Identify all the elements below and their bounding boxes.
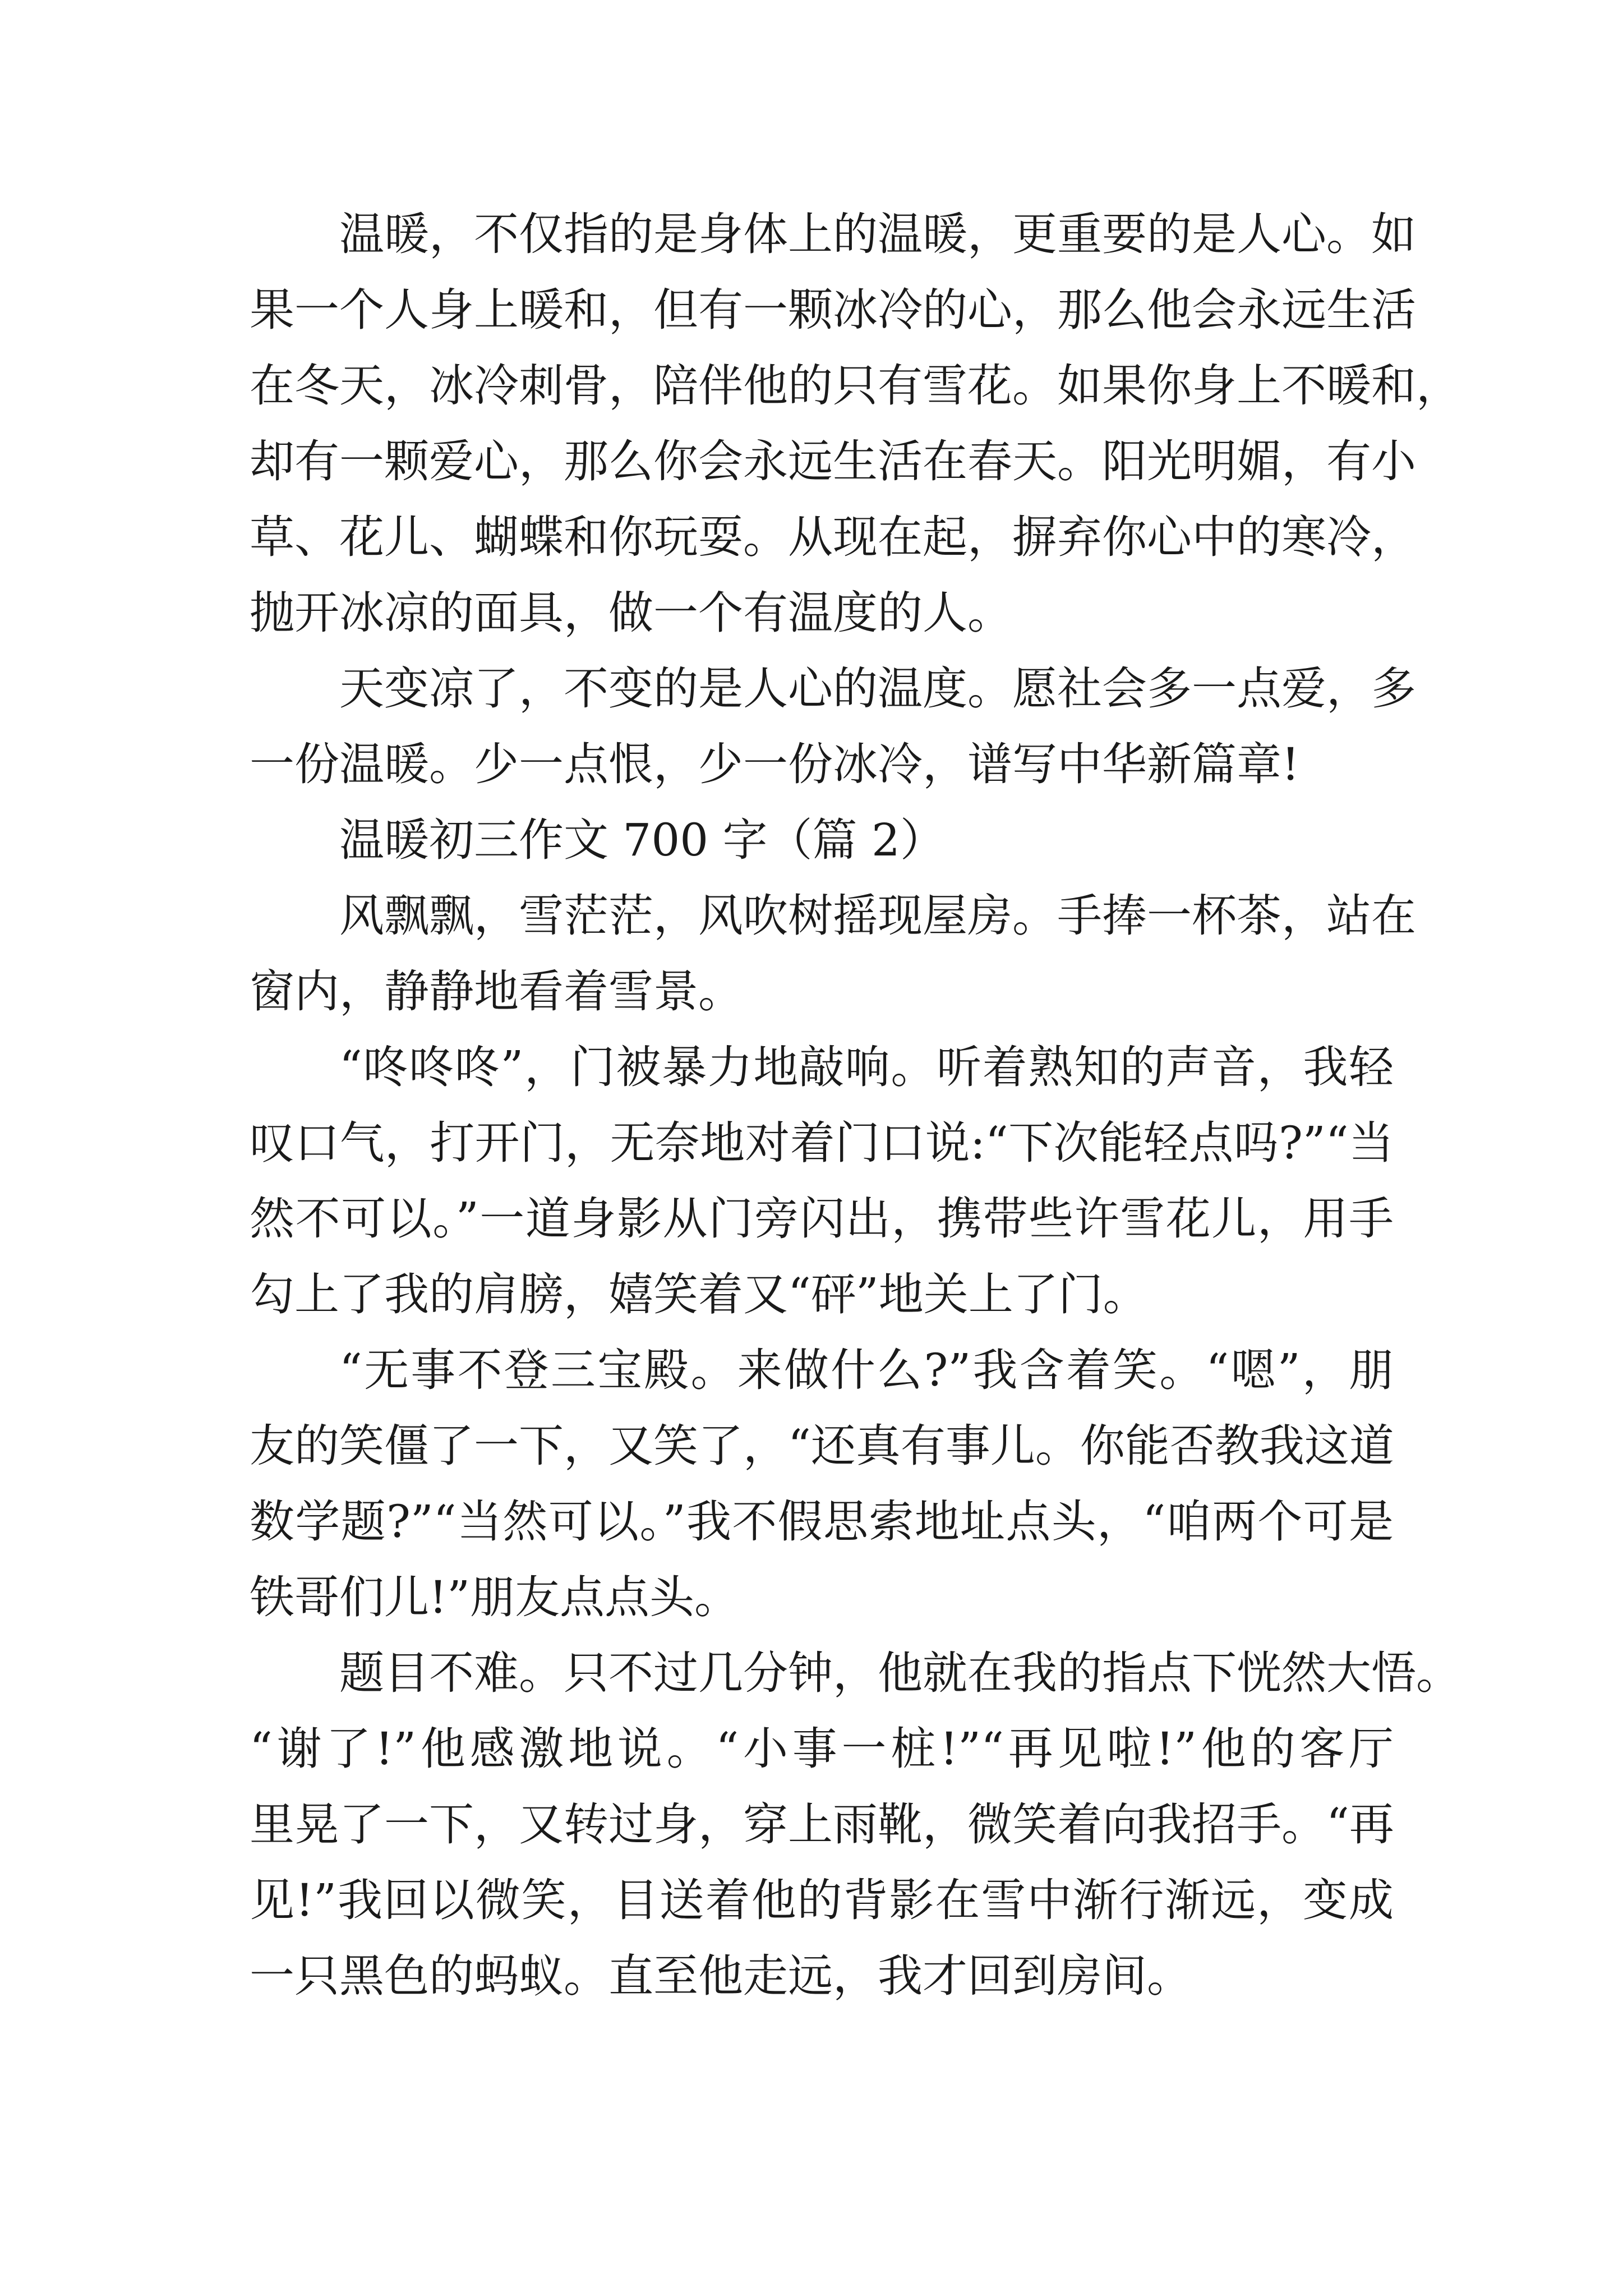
paragraph-4	[250, 1029, 1394, 1332]
text-line: 窗内，静静地看着雪景。	[250, 965, 743, 1018]
text-line: 抛开冰凉的面具，做一个有温度的人。	[250, 587, 1012, 639]
text-line: 友的笑僵了一下，又笑了，“还真有事儿。你能否教我这道	[250, 1420, 1394, 1472]
paragraph-3	[250, 878, 1416, 1029]
text-line: 里晃了一下，又转过身，穿上雨靴，微笑着向我招手。“再	[250, 1798, 1394, 1851]
heading-text: 温暖初三作文 700 字（篇 2）	[339, 814, 945, 866]
paragraph-5	[250, 1332, 1394, 1635]
text-line: “谢了!”他感激地说。“小事一桩!”“再见啦!”他的客厅	[250, 1723, 1394, 1775]
text-line: 果一个人身上暖和，但有一颗冰冷的心，那么他会永远生活	[250, 284, 1416, 336]
text-line: 一只黑色的蚂蚁。直至他走远，我才回到房间。	[250, 1950, 1192, 2002]
paragraph-6	[250, 1635, 1461, 2014]
paragraph-1	[250, 196, 1461, 651]
section-heading	[250, 802, 1394, 878]
text-line: 草、花儿、蝴蝶和你玩耍。从现在起，摒弃你心中的寒冷，	[250, 511, 1416, 563]
document-body	[250, 196, 1461, 2014]
text-line: “咚咚咚”，门被暴力地敲响。听着熟知的声音，我轻	[339, 1041, 1394, 1093]
text-line: 一份温暖。少一点恨，少一份冰冷，谱写中华新篇章!	[250, 738, 1300, 790]
text-line: 却有一颗爱心，那么你会永远生活在春天。阳光明媚，有小	[250, 435, 1416, 487]
text-line: 题目不难。只不过几分钟，他就在我的指点下恍然大悟。	[339, 1647, 1461, 1699]
text-line: 然不可以。”一道身影从门旁闪出，携带些许雪花儿，用手	[250, 1193, 1394, 1245]
text-line: 叹口气，打开门，无奈地对着门口说:“下次能轻点吗?”“当	[250, 1117, 1394, 1169]
text-line: 见!”我回以微笑，目送着他的背影在雪中渐行渐远，变成	[250, 1874, 1394, 1926]
text-line: 天变凉了，不变的是人心的温度。愿社会多一点爱，多	[339, 662, 1416, 715]
paragraph-2	[250, 651, 1416, 802]
text-line: 铁哥们儿!”朋友点点头。	[250, 1571, 740, 1623]
text-line: “无事不登三宝殿。来做什么?”我含着笑。“嗯”，朋	[339, 1344, 1394, 1396]
text-line: 在冬天，冰冷刺骨，陪伴他的只有雪花。如果你身上不暖和，	[250, 360, 1461, 412]
text-line: 温暖，不仅指的是身体上的温暖，更重要的是人心。如	[339, 208, 1416, 260]
text-line: 勾上了我的肩膀，嬉笑着又“砰”地关上了门。	[250, 1268, 1148, 1320]
text-line: 数学题?”“当然可以。”我不假思索地址点头，“咱两个可是	[250, 1496, 1394, 1548]
text-line: 风飘飘，雪茫茫，风吹树摇现屋房。手捧一杯茶，站在	[339, 890, 1416, 942]
